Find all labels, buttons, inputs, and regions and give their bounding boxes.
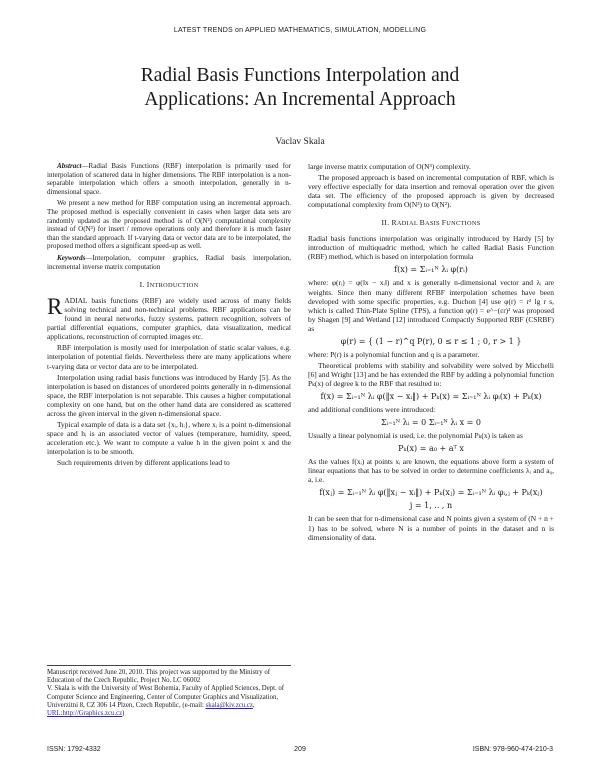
section-heading-introduction xyxy=(47,280,291,290)
abstract-p1 xyxy=(47,162,291,196)
right-paragraph-1: The proposed approach is based on incremental computation of RBF, which is very effective especially for data insertion and removal operation over the given data set. The efficiency of the proposed approach is given by decreased computational complexity from O(N³) to O(N²). xyxy=(308,173,554,210)
footer-isbn: ISBN: 978-960-474-210-3 xyxy=(472,746,553,753)
drop-cap: R xyxy=(47,294,63,320)
right-column xyxy=(308,162,554,544)
keywords-text: —Interpolation, computer graphics, Radial basis interpolation, incremental inverse matrix computation xyxy=(47,253,291,271)
intro-paragraph-4: Typical example of data is a data set {xᵢ, hᵢ}, where xᵢ is a point n-dimensional space and hᵢ is an associated vector of values (temperature, humidity, speed, acceleration etc.). We want to compute a value h in the given point x and the interpolation is to be smooth. xyxy=(47,419,291,456)
intro-p1-text: ADIAL basis functions (RBF) are widely used across of many fields solving technical and non-technical problems. RBF applications can be found in neural networks, fuzzy systems, pattern recognition, solvers of partial differential equations, computer graphics, data visualization, medical applications, reconstruction of corrupted images etc. xyxy=(47,296,291,342)
right-paragraph-0: large inverse matrix computation of O(N³) complexity. xyxy=(308,162,471,171)
intro-paragraph-2: RBF interpolation is mostly used for interpolation of static scalar values, e.g. interpolation of potential fields. Nevertheless there are many applications where t-varying data or vector data are to be interpolated. xyxy=(47,343,291,371)
s2-rest-2: ASIS xyxy=(425,220,442,228)
rbf-paragraph-6: Usually a linear polynomial is used, i.e. the polynomial Pₖ(x) is taken as xyxy=(308,431,523,441)
abstract-label: Abstract xyxy=(57,162,82,170)
title-line-2: Applications: An Incremental Approach xyxy=(144,89,456,110)
intro-paragraph-1 xyxy=(47,296,291,341)
footnote-affiliation: V. Skala is with the University of West Bohemia, Faculty of Applied Sciences, Dept. of Computer Science and Engineering, Center of Computer Graphics and Visualization, Univerzitni 8, CZ 306 14 Plzen, Czech Republic, (e-mail: xyxy=(47,685,285,709)
section-rest: NTRODUCTION xyxy=(149,282,199,290)
rbf-paragraph-3: where: P(r) is a polynomial function and q is a parameter. xyxy=(308,349,480,359)
equation-6: f(xⱼ) = Σᵢ₌₁ᴺ λᵢ φ(‖xⱼ − xᵢ‖) + Pₖ(xⱼ) = Σᵢ₌₁ᴺ λᵢ φᵢ,ⱼ + Pₖ(xⱼ) xyxy=(319,488,543,498)
equation-2: φ(r) = { (1 − r)^q P(r), 0 ≤ r ≤ 1 ; 0, r > 1 } xyxy=(340,336,522,346)
abstract xyxy=(47,162,291,271)
equation-4: Σᵢ₌₁ᴺ λᵢ = 0 Σᵢ₌₁ᴺ λᵢ x = 0 xyxy=(380,418,481,428)
section-number-2: II. xyxy=(381,218,390,228)
rbf-paragraph-1: Radial basis functions interpolation was originally introduced by Hardy [5] by introduction of multiquadric method, which he called Radial Basis Function (RBF) method, which is based on interpolation formula xyxy=(308,234,554,262)
abstract-p2: We present a new method for RBF computation using an incremental approach. The proposed method is especially convenient in cases when larger data sets are randomly updated as the proposed method is of O(N²) computational complexity instead of O(N³) for insert / remove operations only and therefore it is much faster than the standard approach. If t-varying data or vector data are to be interpolated, the proposed method offers a significant speed-up as well. xyxy=(47,199,291,251)
s2-initial-1: R xyxy=(391,218,397,228)
s2-rest-1: ADIAL xyxy=(396,220,420,228)
intro-paragraph-5: Such requirements driven by different applications lead to xyxy=(57,457,230,467)
section-heading-rbf xyxy=(308,218,554,228)
url-link[interactable]: URL:http://Graphics.zcu.cz xyxy=(47,710,123,718)
title-line-1: Radial Basis Functions Interpolation and xyxy=(140,65,460,86)
s2-rest-3: UNCTIONS xyxy=(446,220,481,228)
paper-title xyxy=(0,64,600,112)
intro-paragraph-3: Interpolation using radial basis functions was introduced by Hardy [5]. As the interpolation is based on distances of unordered points generally in n-dimensional space, the RBF interpolation is not separable. This causes a higher computational complexity on one hand, but on the other hand data are considered as scattered across the given interval in the given n-dimensional space. xyxy=(47,372,291,418)
rbf-paragraph-5: and additional conditions were introduced: xyxy=(308,405,436,415)
footnote-line-2 xyxy=(47,685,291,718)
footnote-end: ) xyxy=(122,710,125,718)
s2-initial-3: F xyxy=(441,218,447,228)
rbf-paragraph-7: As the values f(xᵢ) at points xᵢ are known, the equations above form a system of linear equations that has to be solved in order to determine coefficients λᵢ and a₀, a, i.e. xyxy=(308,457,554,485)
footer-issn: ISSN: 1792-4332 xyxy=(47,746,101,753)
running-head: LATEST TRENDS on APPLIED MATHEMATICS, SIMULATION, MODELLING xyxy=(173,27,427,34)
rbf-paragraph-4: Theoretical problems with stability and solvability were solved by Micchelli [6] and Wright [13] and he has extended the RBF by adding a polynomial function Pₖ(x) of degree k to the RBF that resulted to: xyxy=(308,360,554,388)
equation-7: j = 1, .. , n xyxy=(409,501,453,511)
keywords xyxy=(47,254,291,271)
section-number: I. xyxy=(139,280,145,290)
equation-3: f(x) = Σᵢ₌₁ᴺ λᵢ φ(‖x − xᵢ‖) + Pₖ(x) = Σᵢ₌₁ᴺ λᵢ φᵢ(x) + Pₖ(x) xyxy=(320,391,542,401)
footnote-line-1: Manuscript received June 20, 2010. This project was supported by the Ministry of Education of the Czech Republic, Project No. LC 06002 xyxy=(47,669,270,685)
equation-5: Pₖ(x) = a₀ + aᵀ x xyxy=(398,444,464,454)
equation-1: f(x) = Σᵢ₌₁ᴺ λᵢ φ(rᵢ) xyxy=(394,265,468,275)
left-column xyxy=(47,162,291,469)
footer-page-number: 209 xyxy=(294,746,306,753)
abstract-text-1: —Radial Basis Functions (RBF) interpolation is primarily used for interpolation of scattered data in higher dimensions. The RBF interpolation is a non-separable interpolation which offers a smooth interpolation, generally in n-dimensional space. xyxy=(47,162,291,196)
footnote-sep: , xyxy=(252,701,255,709)
s2-initial-2: B xyxy=(419,218,426,228)
footnote xyxy=(47,665,291,718)
rbf-paragraph-8: It can be seen that for n-dimensional case and N points given a system of (N + n + 1) has to be solved, where N is a number of points in the dataset and n is dimensionality of data. xyxy=(308,514,554,542)
author: Vaclav Skala xyxy=(275,137,325,147)
keywords-label: Keywords xyxy=(57,253,86,262)
email-link[interactable]: skala@kiv.zcu.cz xyxy=(205,701,253,709)
section-initial: I xyxy=(146,280,150,290)
rbf-paragraph-2: where: φ(rᵢ) = φ(‖x − xᵢ‖) and x is generally n-dimensional vector and λᵢ are weights. Since then many different RFBF interpolation schemes have been developed with some specific properties, e.g. Duchon [4] use φ(r) = r² lg r s, which is called Thin-Plate Spline (TPS), a function φ(r) = e^−(εr)² was proposed by Shagen [9] and Wetland [12] introduced Compactly Supported RBF (CSRBF) as xyxy=(308,278,554,333)
